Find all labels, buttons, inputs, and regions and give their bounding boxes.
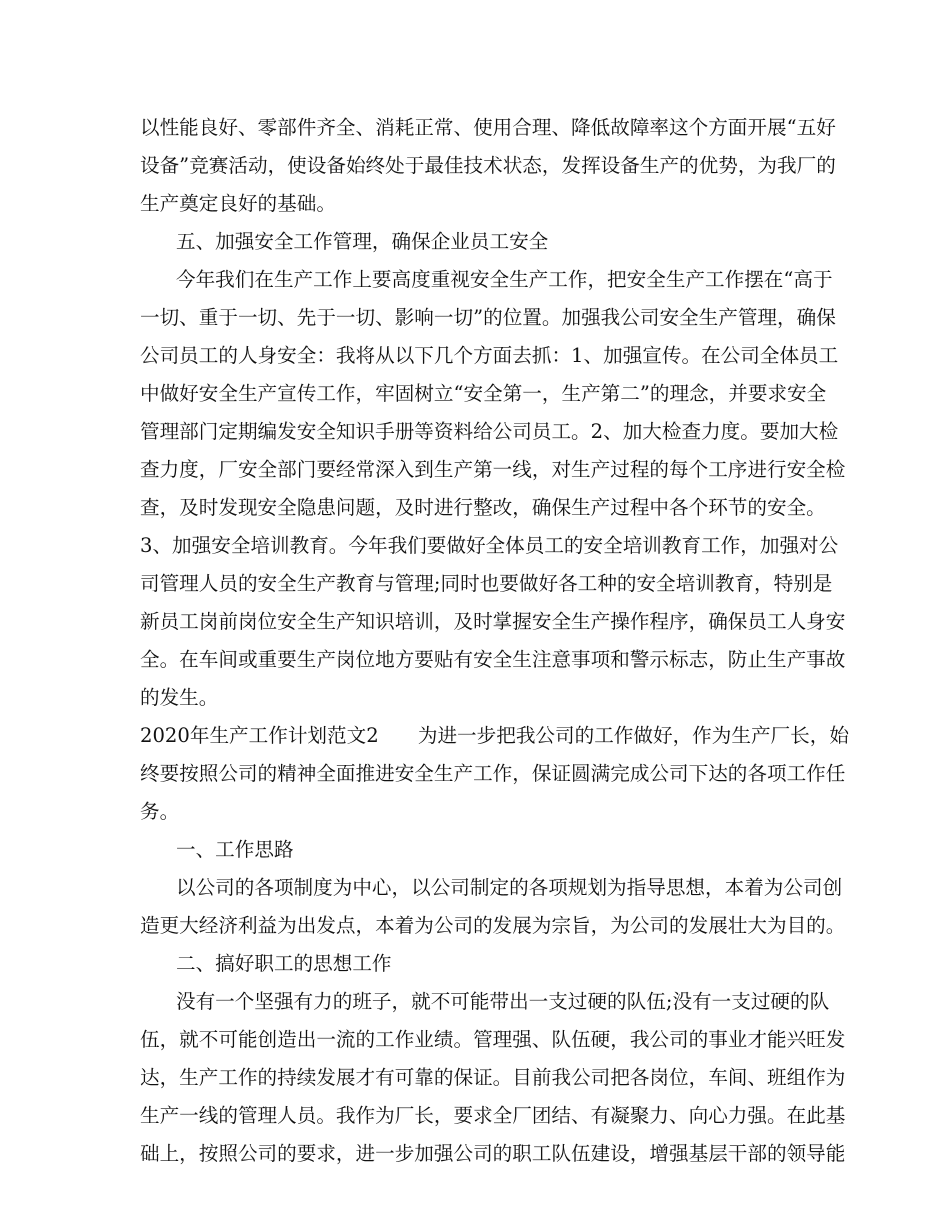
text-line: 以性能良好、零部件齐全、消耗正常、使用合理、降低故障率这个方面开展“五好 <box>140 116 836 139</box>
text-line: 司管理人员的安全生产教育与管理;同时也要做好各工种的安全培训教育，特别是 <box>140 572 833 595</box>
text-line: 没有一个坚强有力的班子，就不可能带出一支过硬的队伍;没有一支过硬的队 <box>176 990 830 1013</box>
section-heading: 五、加强安全工作管理，确保企业员工安全 <box>176 230 549 253</box>
section-heading: 一、工作思路 <box>176 838 294 861</box>
text-line: 础上，按照公司的要求，进一步加强公司的职工队伍建设，增强基层干部的领导能 <box>140 1142 846 1165</box>
text-line: 伍，就不可能创造出一流的工作业绩。管理强、队伍硬，我公司的事业才能兴旺发 <box>140 1028 846 1051</box>
text-line: 生产一线的管理人员。我作为厂长，要求全厂团结、有凝聚力、向心力强。在此基 <box>140 1104 846 1127</box>
text-line: 中做好安全生产宣传工作，牢固树立“安全第一，生产第二”的理念，并要求安全 <box>140 382 827 405</box>
text-line: 新员工岗前岗位安全生产知识培训，及时掌握安全生产操作程序，确保员工人身安 <box>140 610 846 633</box>
text-line: 造更大经济利益为出发点，本着为公司的发展为宗旨，为公司的发展壮大为目的。 <box>140 914 846 937</box>
text-line: 以公司的各项制度为中心，以公司制定的各项规划为指导思想，本着为公司创 <box>176 876 843 899</box>
text-line: 查，及时发现安全隐患问题，及时进行整改，确保生产过程中各个环节的安全。 <box>140 496 826 519</box>
text-line: 的发生。 <box>140 686 219 709</box>
text-line: 终要按照公司的精神全面推进安全生产工作，保证圆满完成公司下达的各项工作任 <box>140 762 846 785</box>
section-heading: 二、搞好职工的思想工作 <box>176 952 392 975</box>
text-line: 达，生产工作的持续发展才有可靠的保证。目前我公司把各岗位，车间、班组作为 <box>140 1066 846 1089</box>
text-line: 设备”竞赛活动，使设备始终处于最佳技术状态，发挥设备生产的优势，为我厂的 <box>140 154 836 177</box>
document-title-line: 2020年生产工作计划范文2 为进一步把我公司的工作做好，作为生产厂长，始 <box>140 724 849 747</box>
text-line: 一切、重于一切、先于一切、影响一切”的位置。加强我公司安全生产管理，确保 <box>140 306 836 329</box>
text-line: 务。 <box>140 800 180 823</box>
text-line: 查力度，厂安全部门要经常深入到生产第一线，对生产过程的每个工序进行安全检 <box>140 458 846 481</box>
text-line: 管理部门定期编发安全知识手册等资料给公司员工。2、加大检查力度。要加大检 <box>140 420 839 443</box>
text-line: 生产奠定良好的基础。 <box>140 192 336 215</box>
text-line: 3、加强安全培训教育。今年我们要做好全体员工的安全培训教育工作，加强对公 <box>140 534 839 557</box>
text-line: 公司员工的人身安全：我将从以下几个方面去抓：1、加强宣传。在公司全体员工 <box>140 344 839 367</box>
text-line: 今年我们在生产工作上要高度重视安全生产工作，把安全生产工作摆在“高于 <box>176 268 833 291</box>
text-line: 全。在车间或重要生产岗位地方要贴有安全生注意事项和警示标志，防止生产事故 <box>140 648 846 671</box>
